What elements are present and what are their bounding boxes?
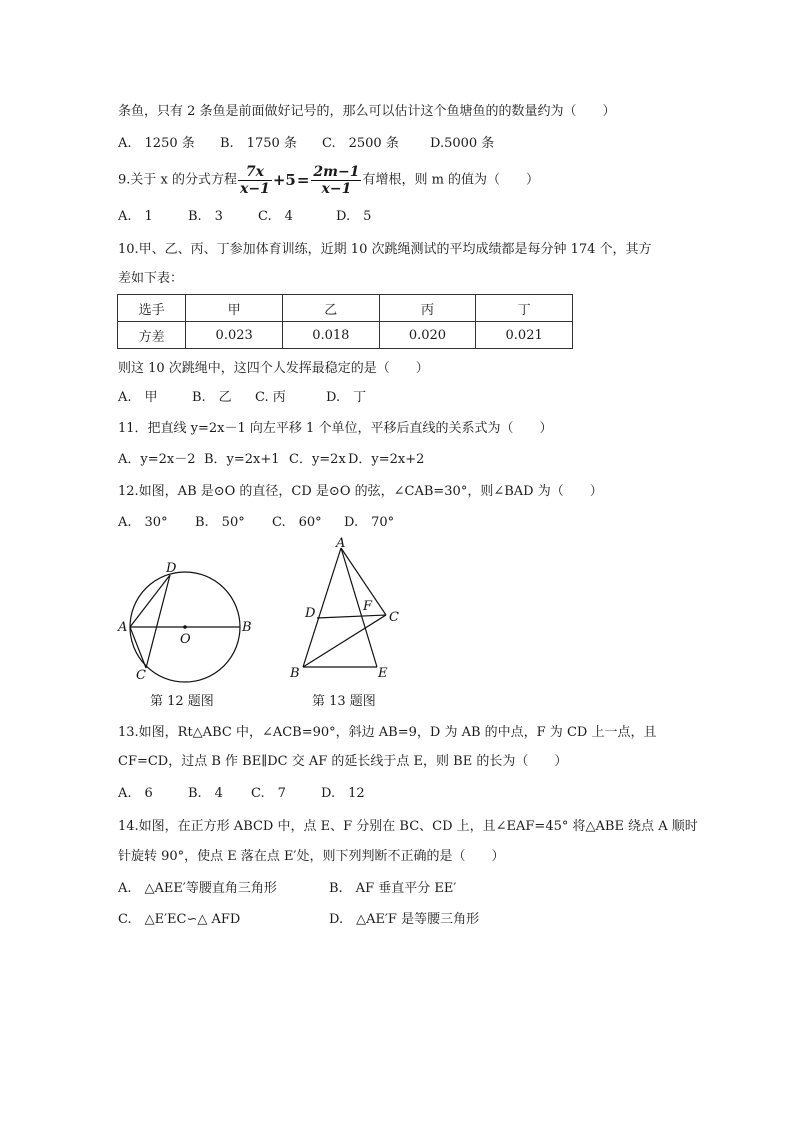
q11-option-d: D．y=2x+2 bbox=[348, 452, 425, 467]
q10-line2: 差如下表： bbox=[118, 271, 184, 286]
table-cell: 0.020 bbox=[379, 322, 476, 349]
q14-option-d: D. △AE′F 是等腰三角形 bbox=[329, 912, 480, 927]
q9-option-d: D. 5 bbox=[336, 209, 372, 224]
figure-13-caption: 第 13 题图 bbox=[312, 694, 376, 709]
fraction-2m: $\frac{2m-1}{x-1}$ bbox=[313, 163, 360, 197]
table-cell: 乙 bbox=[282, 295, 379, 322]
q9-suffix: 有增根，则 m 的值为（ ） bbox=[362, 172, 540, 188]
q12-option-b: B. 50° bbox=[195, 515, 245, 530]
q9-question bbox=[118, 160, 539, 201]
q13-option-c: C. 7 bbox=[251, 786, 286, 801]
segment-dc bbox=[317, 615, 386, 618]
variance-table bbox=[117, 294, 573, 349]
table-header-row bbox=[118, 295, 573, 322]
table-cell: 方差 bbox=[118, 322, 186, 349]
q12-option-c: C. 60° bbox=[272, 515, 322, 530]
table-cell: 甲 bbox=[186, 295, 283, 322]
q13-option-a: A. 6 bbox=[118, 786, 153, 801]
q11-option-b: B．y=2x+1 bbox=[204, 452, 280, 467]
point-label: A bbox=[118, 620, 128, 635]
q12-option-a: A. 30° bbox=[118, 515, 168, 530]
center-dot bbox=[183, 625, 187, 629]
chord-ac bbox=[130, 627, 146, 668]
fraction-7x: $\frac{7x}{x-1}$ bbox=[240, 163, 270, 197]
point-label: B bbox=[242, 620, 252, 635]
q13-option-d: D. 12 bbox=[321, 786, 365, 801]
q11-question: 11．把直线 y=2x－1 向左平移 1 个单位，平移后直线的关系式为（ ） bbox=[118, 421, 553, 436]
q13-option-b: B. 4 bbox=[188, 786, 223, 801]
q14-line1: 14.如图，在正方形 ABCD 中，点 E、F 分别在 BC、CD 上，且∠EAF=45° 将△ABE 绕点 A 顺时 bbox=[118, 819, 698, 834]
q8-option-d: D.5000 条 bbox=[430, 136, 495, 151]
point-label: D bbox=[166, 561, 177, 576]
table-row bbox=[118, 322, 573, 349]
q11-option-c: C．y=2x bbox=[289, 452, 346, 467]
q10-option-a: A. 甲 bbox=[118, 390, 158, 405]
q12-question: 12.如图，AB 是⊙O 的直径，CD 是⊙O 的弦，∠CAB=30°，则∠BAD 为（ ） bbox=[118, 484, 603, 499]
point-label: A bbox=[336, 536, 346, 551]
q12-option-d: D. 70° bbox=[344, 515, 395, 530]
q13-line2: CF=CD，过点 B 作 BE∥DC 交 AF 的延长线于点 E，则 BE 的长为（ ） bbox=[118, 754, 568, 769]
segment-bc bbox=[303, 615, 386, 667]
q14-line2: 针旋转 90°，使点 E 落在点 E′处，则下列判断不正确的是（ ） bbox=[118, 849, 505, 864]
q11-option-a: A．y=2x－2 bbox=[118, 452, 196, 467]
point-label: B bbox=[290, 666, 300, 681]
q9-option-c: C. 4 bbox=[258, 209, 293, 224]
figure-12-circle-diagram bbox=[110, 555, 270, 685]
q9-option-b: B. 3 bbox=[188, 209, 223, 224]
q10-option-c: C. 丙 bbox=[255, 390, 286, 405]
q8-option-c: C. 2500 条 bbox=[322, 136, 399, 151]
point-label: E bbox=[378, 666, 388, 681]
point-label: C bbox=[389, 610, 399, 625]
table-cell: 0.018 bbox=[282, 322, 379, 349]
q14-option-a: A. △AEE′等腰直角三角形 bbox=[118, 881, 277, 896]
point-label: C bbox=[136, 668, 146, 683]
q10-option-d: D. 丁 bbox=[326, 390, 367, 405]
plus-five: +5 bbox=[272, 171, 296, 189]
q14-option-c: C. △E′EC∽△ AFD bbox=[118, 912, 241, 927]
table-cell: 选手 bbox=[118, 295, 186, 322]
q13-line1: 13.如图，Rt△ABC 中，∠ACB=90°，斜边 AB=9，D 为 AB 的中点，F 为 CD 上一点，且 bbox=[118, 725, 657, 740]
q9-prefix: 9.关于 x 的分式方程 bbox=[118, 172, 237, 188]
q9-option-a: A. 1 bbox=[118, 209, 153, 224]
table-cell: 丁 bbox=[476, 295, 573, 322]
point-label: F bbox=[363, 599, 373, 614]
q10-option-b: B. 乙 bbox=[192, 390, 232, 405]
figure-13-triangle-diagram bbox=[285, 535, 405, 685]
chord-cd bbox=[146, 575, 170, 668]
table-cell: 丙 bbox=[379, 295, 476, 322]
q10-question: 则这 10 次跳绳中，这四个人发挥最稳定的是（ ） bbox=[118, 361, 429, 376]
table-cell: 0.023 bbox=[186, 322, 283, 349]
q10-line1: 10.甲、乙、丙、丁参加体育训练，近期 10 次跳绳测试的平均成绩都是每分钟 174 个，其方 bbox=[118, 242, 652, 257]
q8-option-b: B. 1750 条 bbox=[220, 136, 297, 151]
q8-option-a: A. 1250 条 bbox=[118, 136, 195, 151]
table-cell: 0.021 bbox=[476, 322, 573, 349]
point-label: D bbox=[305, 606, 316, 621]
q8-continuation: 条鱼，只有 2 条鱼是前面做好记号的，那么可以估计这个鱼塘鱼的的数量约为（ ） bbox=[118, 104, 616, 119]
q14-option-b: B. AF 垂直平分 EE′ bbox=[329, 881, 457, 896]
equals-sign: = bbox=[296, 171, 310, 189]
point-label: O bbox=[180, 632, 191, 647]
figure-12-caption: 第 12 题图 bbox=[150, 694, 214, 709]
